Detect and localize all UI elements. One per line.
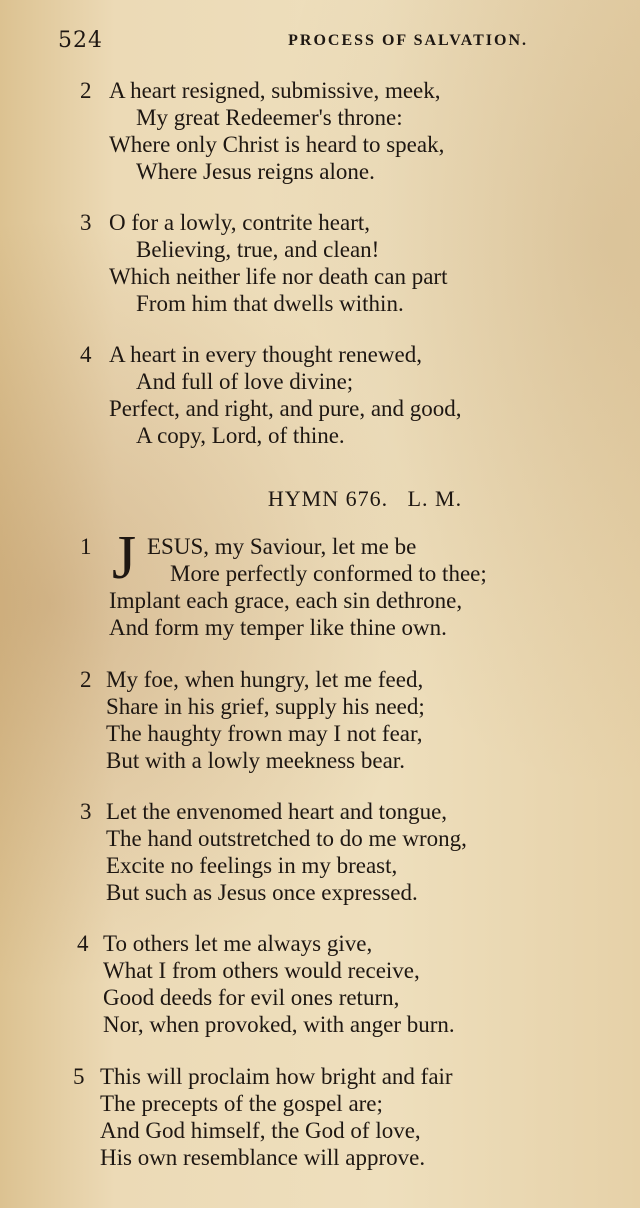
verse-line: Where only Christ is heard to speak, — [109, 132, 445, 157]
drop-cap: J — [112, 524, 137, 592]
verse-number: 2 — [80, 667, 92, 692]
verse-line: And full of love divine; — [136, 369, 354, 394]
verse-line: The precepts of the gospel are; — [100, 1091, 383, 1116]
verse-line: Implant each grace, each sin dethrone, — [109, 588, 463, 613]
verse-line: This will proclaim how bright and fair — [100, 1064, 453, 1089]
verse-number: 3 — [80, 210, 92, 235]
verse-line: But such as Jesus once expressed. — [106, 880, 418, 905]
verse-line: O for a lowly, contrite heart, — [109, 210, 370, 235]
verse-line: And form my temper like thine own. — [109, 615, 447, 640]
verse-line: Where Jesus reigns alone. — [136, 159, 375, 184]
verse-number: 2 — [80, 78, 92, 103]
verse-line: My great Redeemer's throne: — [136, 105, 403, 130]
verse-line: What I from others would receive, — [103, 958, 420, 983]
verse-number: 5 — [73, 1064, 85, 1089]
verse-number: 1 — [80, 534, 92, 559]
verse-line: A heart in every thought renewed, — [109, 342, 422, 367]
running-head: PROCESS OF SALVATION. — [288, 32, 528, 49]
verse-line: My foe, when hungry, let me feed, — [106, 667, 424, 692]
verse-line: To others let me always give, — [103, 931, 373, 956]
verse-line: His own resemblance will approve. — [100, 1145, 426, 1170]
verse-line: The haughty frown may I not fear, — [106, 721, 423, 746]
verse-line: But with a lowly meekness bear. — [106, 748, 405, 773]
verse-line: A heart resigned, submissive, meek, — [109, 78, 441, 103]
verse-line: Share in his grief, supply his need; — [106, 694, 425, 719]
hymn-title — [0, 486, 640, 512]
verse-line: Good deeds for evil ones return, — [103, 985, 400, 1010]
verse-number: 4 — [77, 931, 89, 956]
verse-line: More perfectly conformed to thee; — [170, 561, 487, 586]
verse-line: A copy, Lord, of thine. — [136, 423, 345, 448]
verse-line: Excite no feelings in my breast, — [106, 853, 398, 878]
verse-line: Perfect, and right, and pure, and good, — [109, 396, 462, 421]
hymn-676-title: HYMN 676. L. M. — [267, 486, 463, 511]
page-number: 524 — [58, 28, 103, 53]
verse-line: Believing, true, and clean! — [136, 237, 380, 262]
verse-line: From him that dwells within. — [136, 291, 404, 316]
verse-number: 4 — [80, 342, 92, 367]
page-header — [58, 28, 528, 58]
verse-line: And God himself, the God of love, — [100, 1118, 421, 1143]
verse-line: The hand outstretched to do me wrong, — [106, 826, 467, 851]
verse-line: Let the envenomed heart and tongue, — [106, 799, 448, 824]
verse-line: Nor, when provoked, with anger burn. — [103, 1012, 455, 1037]
verse-line: ESUS, my Saviour, let me be — [147, 534, 417, 559]
verse-number: 3 — [80, 799, 92, 824]
verse-line: Which neither life nor death can part — [109, 264, 448, 289]
